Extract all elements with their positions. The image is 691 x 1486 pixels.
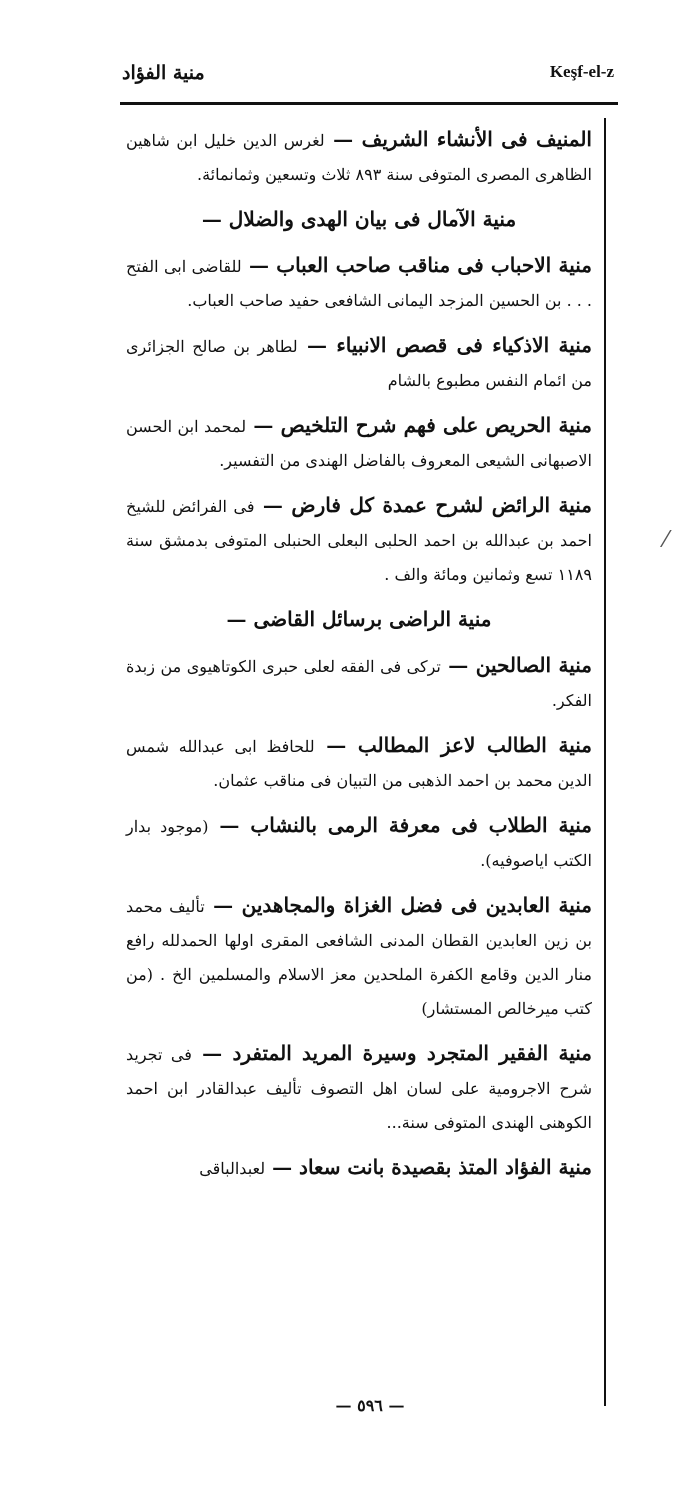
entry	[126, 488, 592, 592]
entry	[126, 648, 592, 718]
entry	[126, 122, 592, 192]
entry	[126, 202, 592, 238]
entry-title: منية الطلاب فى معرفة الرمى بالنشاب	[250, 813, 592, 837]
entries-list	[126, 122, 592, 1196]
entry-text: فى الفرائض للشيخ احمد بن عبدالله بن احمد الحلبى البعلى الحنبلى المتوفى بدمشق سنة ١١٨٩ تسع وثمانين ومائة والف .	[126, 497, 592, 584]
entry-text: فى تجريد شرح الاجرومية على لسان اهل التصوف تأليف عبدالقادر ابن احمد الكوهنى الهندى المتوفى سنة...	[126, 1045, 592, 1132]
entry	[126, 1036, 592, 1140]
entry-separator: —	[191, 1041, 233, 1065]
entry-title: منية الطالب لاعز المطالب	[357, 733, 592, 757]
entry-text: للقاضى ابى الفتح . . . بن الحسين المزجد اليمانى الشافعى حفيد صاحب العباب.	[126, 257, 592, 310]
entry	[126, 808, 592, 878]
entry-title: المنيف فى الأنشاء الشريف	[361, 127, 592, 151]
entry	[126, 728, 592, 798]
page-number: — ٥٩٦ —	[335, 1396, 405, 1415]
entry-separator: —	[204, 893, 242, 917]
entry-title: منية الرائض لشرح عمدة كل فارض	[291, 493, 592, 517]
running-title: منية الفؤاد	[122, 62, 205, 84]
entry	[126, 888, 592, 1026]
entry-separator: —	[297, 333, 337, 357]
margin-rule	[604, 118, 606, 1406]
entry-separator: —	[440, 653, 476, 677]
entry-text: (موجود بدار الكتب اياصوفيه).	[126, 817, 592, 870]
entry-title: منية الفقير المتجرد وسيرة المريد المتفرد	[232, 1041, 592, 1065]
entry-text: تأليف محمد بن زين العابدين القطان المدنى الشافعى المقرى اولها الحمدلله رافع منار الدين وقامع الكفرة الملحدين معز الاسلام والمسلمين الخ . (من كتب ميرخالص المستشار)	[126, 897, 593, 1018]
entry-text: لغرس الدين خليل ابن شاهين الظاهرى المصرى المتوفى سنة ٨٩٣ ثلاث وتسعين وثمانمائة.	[126, 131, 592, 184]
entry-title: منية الحريص على فهم شرح التلخيص	[280, 413, 592, 437]
entry-text: لمحمد ابن الحسن الاصبهانى الشيعى المعروف بالفاضل الهندى من التفسير.	[126, 417, 592, 470]
margin-annotation-mark: ⁄	[664, 528, 668, 553]
entry	[126, 1150, 592, 1186]
entry-title: منية الاحباب فى مناقب صاحب العباب	[276, 253, 592, 277]
entry-title: منية الآمال فى بيان الهدى والضلال —	[201, 207, 517, 231]
entry	[126, 248, 592, 318]
entry-text: لطاهر بن صالح الجزائرى من ائمام النفس مطبوع بالشام	[126, 337, 592, 390]
entry-separator: —	[241, 253, 277, 277]
entry-title: منية العابدين فى فضل الغزاة والمجاهدين	[241, 893, 592, 917]
entry	[126, 602, 592, 638]
entry-separator: —	[254, 493, 292, 517]
entry-title: منية الاذكياء فى قصص الانبياء	[336, 333, 593, 357]
entry-text: تركى فى الفقه لعلى حبرى الكوتاهيوى من زبدة الفكر.	[126, 657, 592, 710]
entry-separator: —	[246, 413, 281, 437]
entry	[126, 328, 592, 398]
entry-separator: —	[208, 813, 251, 837]
header-rule	[120, 102, 618, 105]
entry-title: منية الراضى برسائل القاضى —	[226, 607, 492, 631]
entry-separator: —	[265, 1155, 300, 1179]
entry-text: لعبدالباقى	[199, 1159, 266, 1178]
entry-separator: —	[324, 127, 362, 151]
entry-separator: —	[314, 733, 358, 757]
entry-title: منية الصالحين	[475, 653, 593, 677]
entry	[126, 408, 592, 478]
running-header-source: Keşf-el-z	[549, 62, 614, 81]
entry-text: للحافظ ابى عبدالله شمس الدين محمد بن احمد الذهبى من التبيان فى مناقب عثمان.	[126, 737, 592, 790]
entry-title: منية الفؤاد المتذ بقصيدة بانت سعاد	[299, 1155, 592, 1179]
